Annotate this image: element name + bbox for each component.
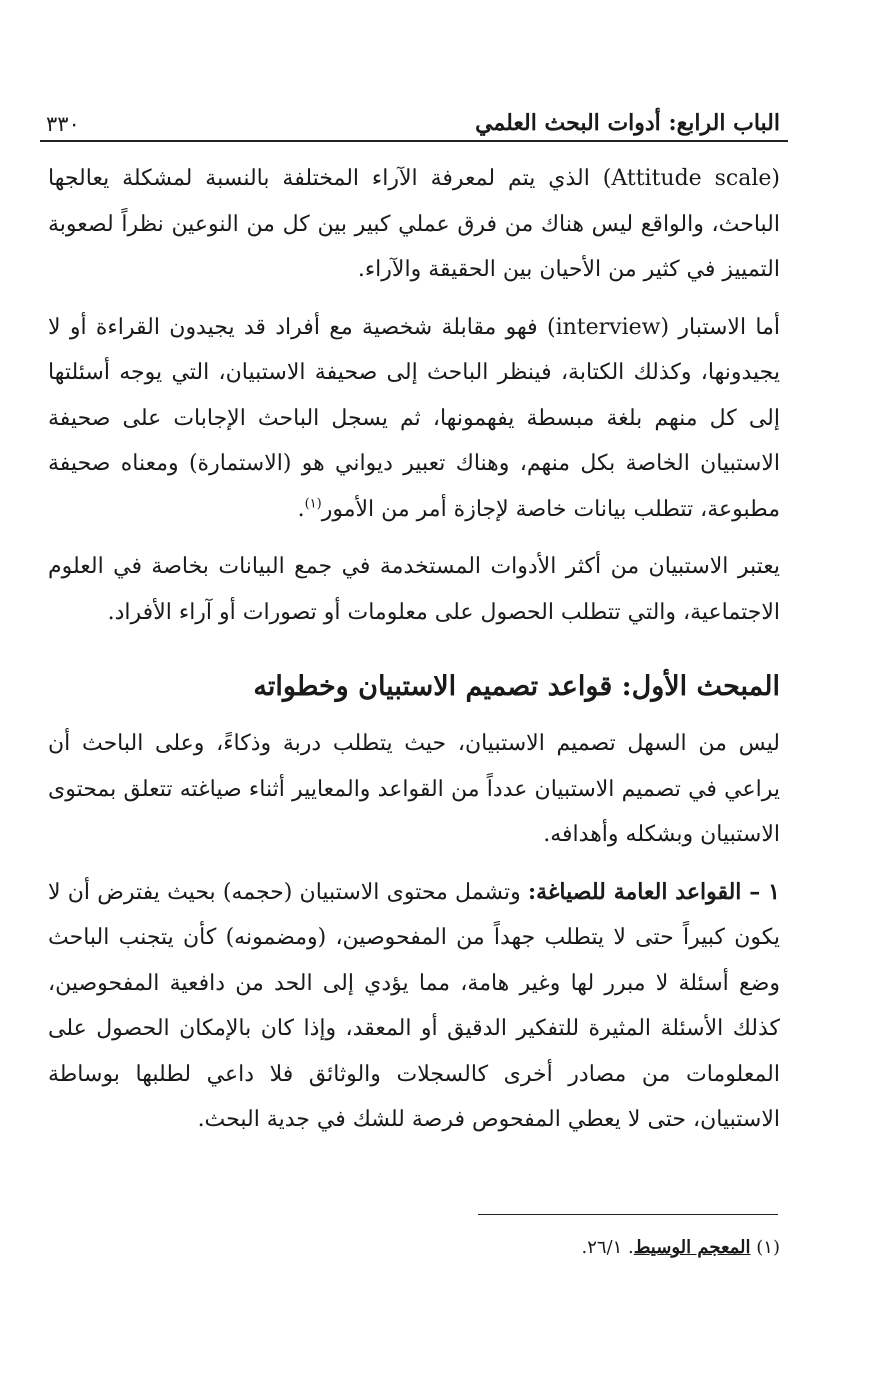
latin-term: (interview) — [546, 314, 670, 340]
paragraph-interview — [40, 305, 788, 533]
footnote-marker: (١) — [750, 1237, 780, 1258]
paragraph-attitude-scale — [40, 156, 788, 293]
page-header — [40, 98, 788, 142]
paragraph-questionnaire: يعتبر الاستبيان من أكثر الأدوات المستخدمة في جمع البيانات بخاصة في العلوم الاجتماعية، والتي تتطلب الحصول على معلومات أو تصورات أو آراء الأفراد. — [48, 554, 780, 625]
footnote-source: المعجم الوسيط — [633, 1237, 751, 1258]
latin-term: (Attitude scale) — [602, 166, 780, 191]
paragraph-general-rules — [40, 870, 788, 1143]
page-number: ٣٣٠ — [46, 112, 80, 136]
paragraph-text: وتشمل محتوى الاستبيان (حجمه) بحيث يفترض أن لا يكون كبيراً حتى لا يتطلب جهداً من المفحوصين، (ومضمونه) كأن يتجنب الباحث وضع أسئلة لا مبرر لها وغير هامة، مما يؤدي إلى الحد من دافعية المفحوصين، كذلك الأسئلة المثيرة للتفكير الدقيق أو المعقد، وإذا كان بالإمكان الحصول على المعلومات من مصادر أخرى كالسجلات والوثائق فلا داعي لطلبها بوساطة الاستبيان، حتى لا يعطي المفحوص فرصة للشك في جدية البحث. — [48, 879, 780, 1132]
running-head: الباب الرابع: أدوات البحث العلمي — [475, 110, 780, 136]
page-body — [40, 156, 788, 1143]
paragraph-text: الذي يتم لمعرفة الآراء المختلفة بالنسبة لمشكلة يعالجها الباحث، والواقع ليس هناك من فرق عملي كبير بين كل من النوعين نظراً لصعوبة التمييز في كثير من الأحيان بين الحقيقة والآراء. — [48, 166, 780, 282]
paragraph-lead: أما الاستبار — [669, 314, 780, 340]
item-title: ١ – القواعد العامة للصياغة: — [528, 878, 780, 905]
footnote-detail: . ٢٦/١. — [581, 1237, 634, 1258]
footnote-reference: (١) — [304, 496, 322, 512]
paragraph-end: . — [297, 496, 305, 522]
footnote — [40, 1234, 780, 1262]
paragraph-design-intro: ليس من السهل تصميم الاستبيان، حيث يتطلب دربة وذكاءً، وعلى الباحث أن يراعي في تصميم الاستبيان عدداً من القواعد والمعايير أثناء صياغته تتعلق بمحتوى الاستبيان وبشكله وأهدافه. — [48, 731, 780, 847]
footnote-divider — [478, 1214, 778, 1215]
paragraph-text: فهو مقابلة شخصية مع أفراد قد يجيدون القراءة أو لا يجيدونها، وكذلك الكتابة، فينظر الباحث إلى صحيفة الاستبيان، التي يوجه أسئلتها إلى كل منهم بلغة مبسطة يفهمونها، ثم يسجل الباحث الإجابات على صحيفة الاستبيان الخاصة بكل منهم، وهناك تعبير ديواني هو (الاستمارة) ومعناه صحيفة مطبوعة، تتطلب بيانات خاصة لإجازة أمر من الأمور — [48, 314, 780, 522]
section-heading: المبحث الأول: قواعد تصميم الاستبيان وخطواته — [253, 671, 780, 702]
